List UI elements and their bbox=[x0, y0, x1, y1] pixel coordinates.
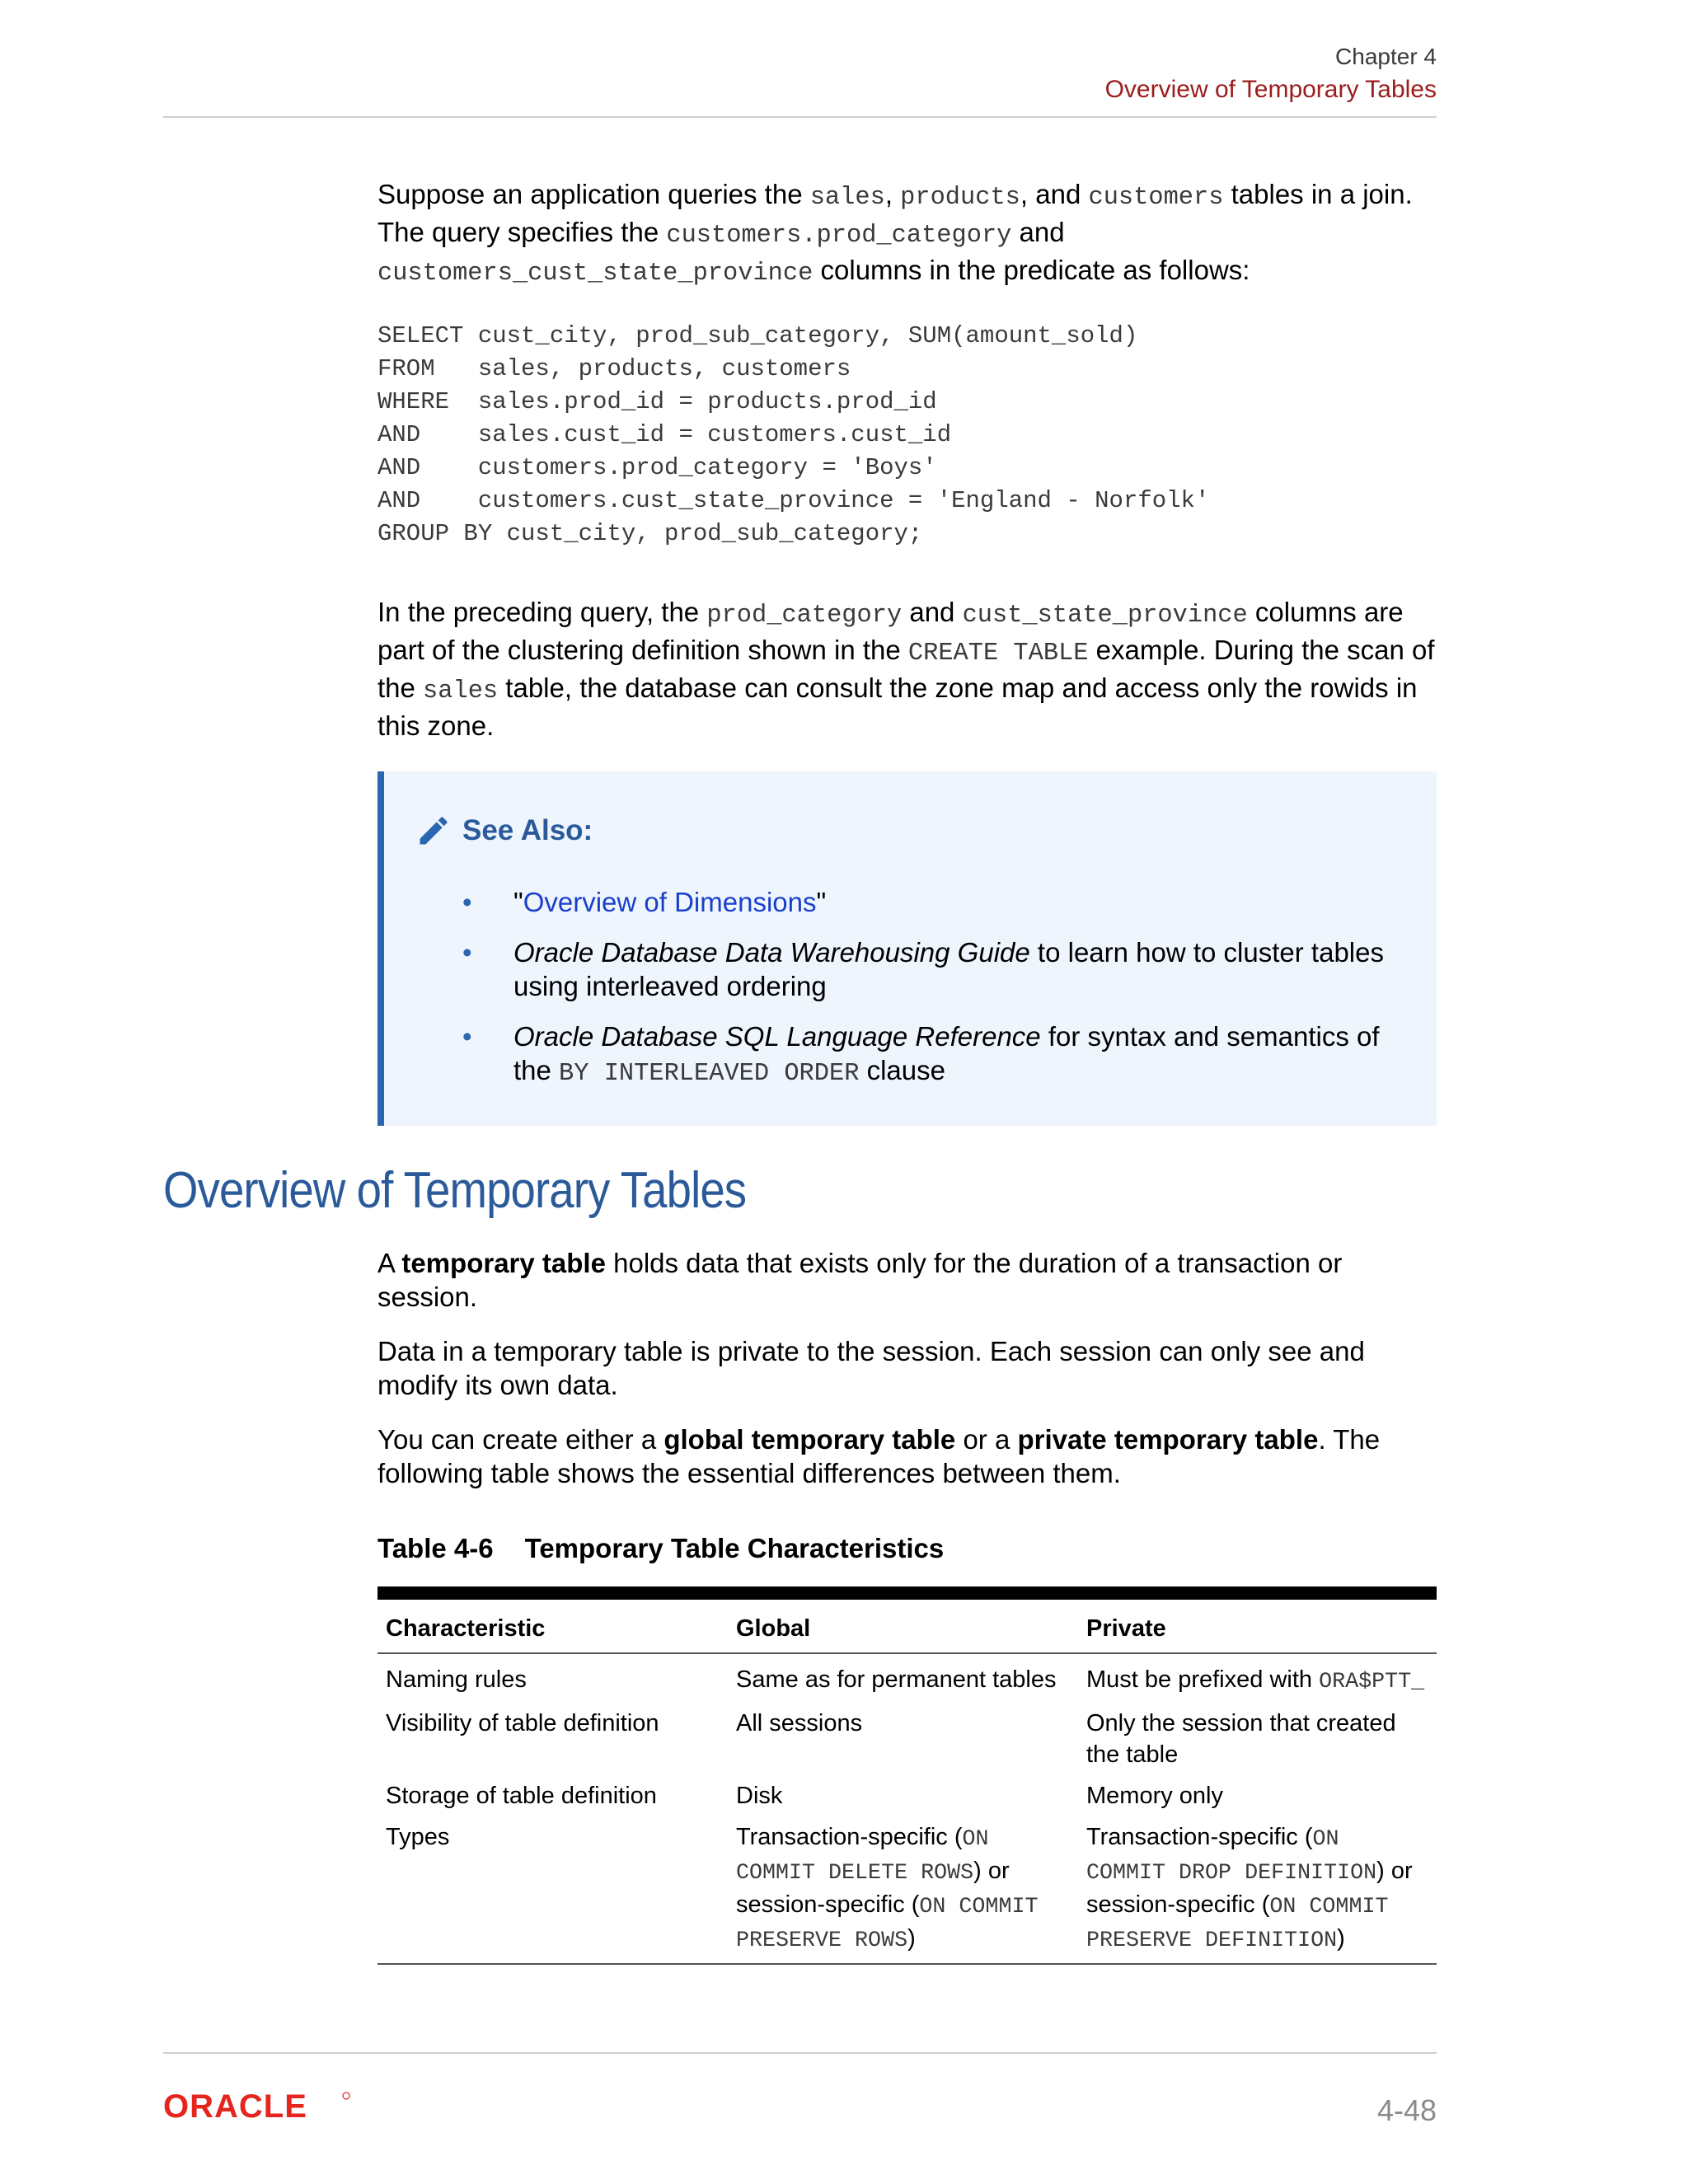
body-paragraph-2: Data in a temporary table is private to the session. Each session can only see and modify its own data. bbox=[377, 1336, 1365, 1400]
bullet: • bbox=[462, 1021, 472, 1052]
table-cell: Disk bbox=[736, 1783, 783, 1809]
svg-text:ORACLE: ORACLE bbox=[163, 2089, 307, 2122]
header-divider bbox=[163, 116, 1437, 118]
characteristics-table-wrap bbox=[377, 1586, 1437, 1965]
see-also-title: See Also: bbox=[462, 814, 593, 846]
oracle-logo bbox=[163, 2089, 354, 2122]
table-cell: Must be prefixed with ORA$PTT_ bbox=[1086, 1666, 1425, 1694]
body-paragraph-3: You can create either a global temporary table or a private temporary table. The following table shows the essential differences between them. bbox=[377, 1424, 1381, 1488]
table-row bbox=[377, 1703, 1437, 1775]
list-item: • Oracle Database SQL Language Reference for syntax and semantics of the BY INTERLEAVED ORDER clause bbox=[462, 1021, 1380, 1088]
body-section bbox=[377, 1246, 1437, 1490]
table-cell: Same as for permanent tables bbox=[736, 1666, 1057, 1693]
code-line: WHERE sales.prod_id = products.prod_id bbox=[377, 388, 937, 415]
column-header: Global bbox=[728, 1600, 1078, 1653]
list-item: • Oracle Database Data Warehousing Guide to learn how to cluster tables using interleaved ordering bbox=[462, 937, 1384, 1001]
table-cell: Transaction-specific (ON COMMIT DELETE ROWS) or session-specific (ON COMMIT PRESERVE ROWS) bbox=[728, 1816, 1078, 1964]
table-cell: Memory only bbox=[1086, 1783, 1223, 1809]
sql-code-block bbox=[377, 320, 1437, 551]
table-cell: Naming rules bbox=[386, 1666, 527, 1693]
table-row bbox=[377, 1775, 1437, 1816]
bullet: • bbox=[462, 937, 472, 968]
intro-paragraph-1: Suppose an application queries the sales, products, and customers tables in a join. The query specifies the customers.prod_category and customers_cust_state_province columns in the predicate as follows: bbox=[377, 179, 1413, 288]
code-line: FROM sales, products, customers bbox=[377, 355, 851, 382]
code-line: AND customers.cust_state_province = 'England - Norfolk' bbox=[377, 487, 1210, 514]
pencil-icon bbox=[415, 813, 452, 849]
section-heading: Overview of Temporary Tables bbox=[163, 1162, 747, 1219]
footer-divider bbox=[163, 2052, 1437, 2054]
code-line: GROUP BY cust_city, prod_sub_category; bbox=[377, 520, 923, 547]
book-title: Oracle Database SQL Language Reference bbox=[513, 1021, 1041, 1052]
code-line: SELECT cust_city, prod_sub_category, SUM(amount_sold) bbox=[377, 322, 1138, 349]
book-title: Oracle Database Data Warehousing Guide bbox=[513, 937, 1030, 968]
table-number: Table 4-6 bbox=[377, 1533, 494, 1563]
table-cell: All sessions bbox=[736, 1710, 863, 1736]
table-cell: Visibility of table definition bbox=[386, 1710, 659, 1736]
characteristics-table bbox=[377, 1600, 1437, 1965]
section-label: Overview of Temporary Tables bbox=[1104, 76, 1437, 103]
table-title: Temporary Table Characteristics bbox=[524, 1533, 945, 1563]
overview-of-dimensions-link[interactable]: Overview of Dimensions bbox=[523, 887, 817, 917]
see-also-box bbox=[377, 771, 1437, 1126]
chapter-label: Chapter 4 bbox=[1335, 44, 1437, 69]
table-cell: Transaction-specific (ON COMMIT DROP DEFINITION) or session-specific (ON COMMIT PRESERVE DEFINITION) bbox=[1078, 1816, 1437, 1964]
table-header-row bbox=[377, 1600, 1437, 1653]
list-item: • "Overview of Dimensions" bbox=[462, 887, 827, 917]
intro-section bbox=[377, 177, 1437, 291]
body-paragraph-1: A temporary table holds data that exists only for the duration of a transaction or session. bbox=[377, 1248, 1343, 1312]
table-row bbox=[377, 1816, 1437, 1964]
column-header: Private bbox=[1078, 1600, 1437, 1653]
intro-section-2 bbox=[377, 595, 1437, 743]
column-header: Characteristic bbox=[377, 1600, 728, 1653]
page-number: 4-48 bbox=[1376, 2093, 1437, 2127]
table-row bbox=[377, 1653, 1437, 1703]
running-header bbox=[1105, 43, 1437, 105]
code-line: AND sales.cust_id = customers.cust_id bbox=[377, 421, 952, 448]
table-cell: Types bbox=[377, 1816, 728, 1964]
intro-paragraph-2: In the preceding query, the prod_category and cust_state_province columns are part of the clustering definition shown in the CREATE TABLE example. During the scan of the sales table, the database can consult the zone map and access only the rowids in this zone. bbox=[377, 597, 1435, 741]
table-cell: Storage of table definition bbox=[386, 1783, 657, 1809]
table-caption bbox=[377, 1533, 1437, 1564]
see-also-list bbox=[462, 885, 1394, 1108]
code-line: AND customers.prod_category = 'Boys' bbox=[377, 454, 937, 481]
table-top-rule bbox=[377, 1586, 1437, 1600]
table-cell: Only the session that created the table bbox=[1086, 1710, 1396, 1768]
bullet: • bbox=[462, 887, 472, 917]
